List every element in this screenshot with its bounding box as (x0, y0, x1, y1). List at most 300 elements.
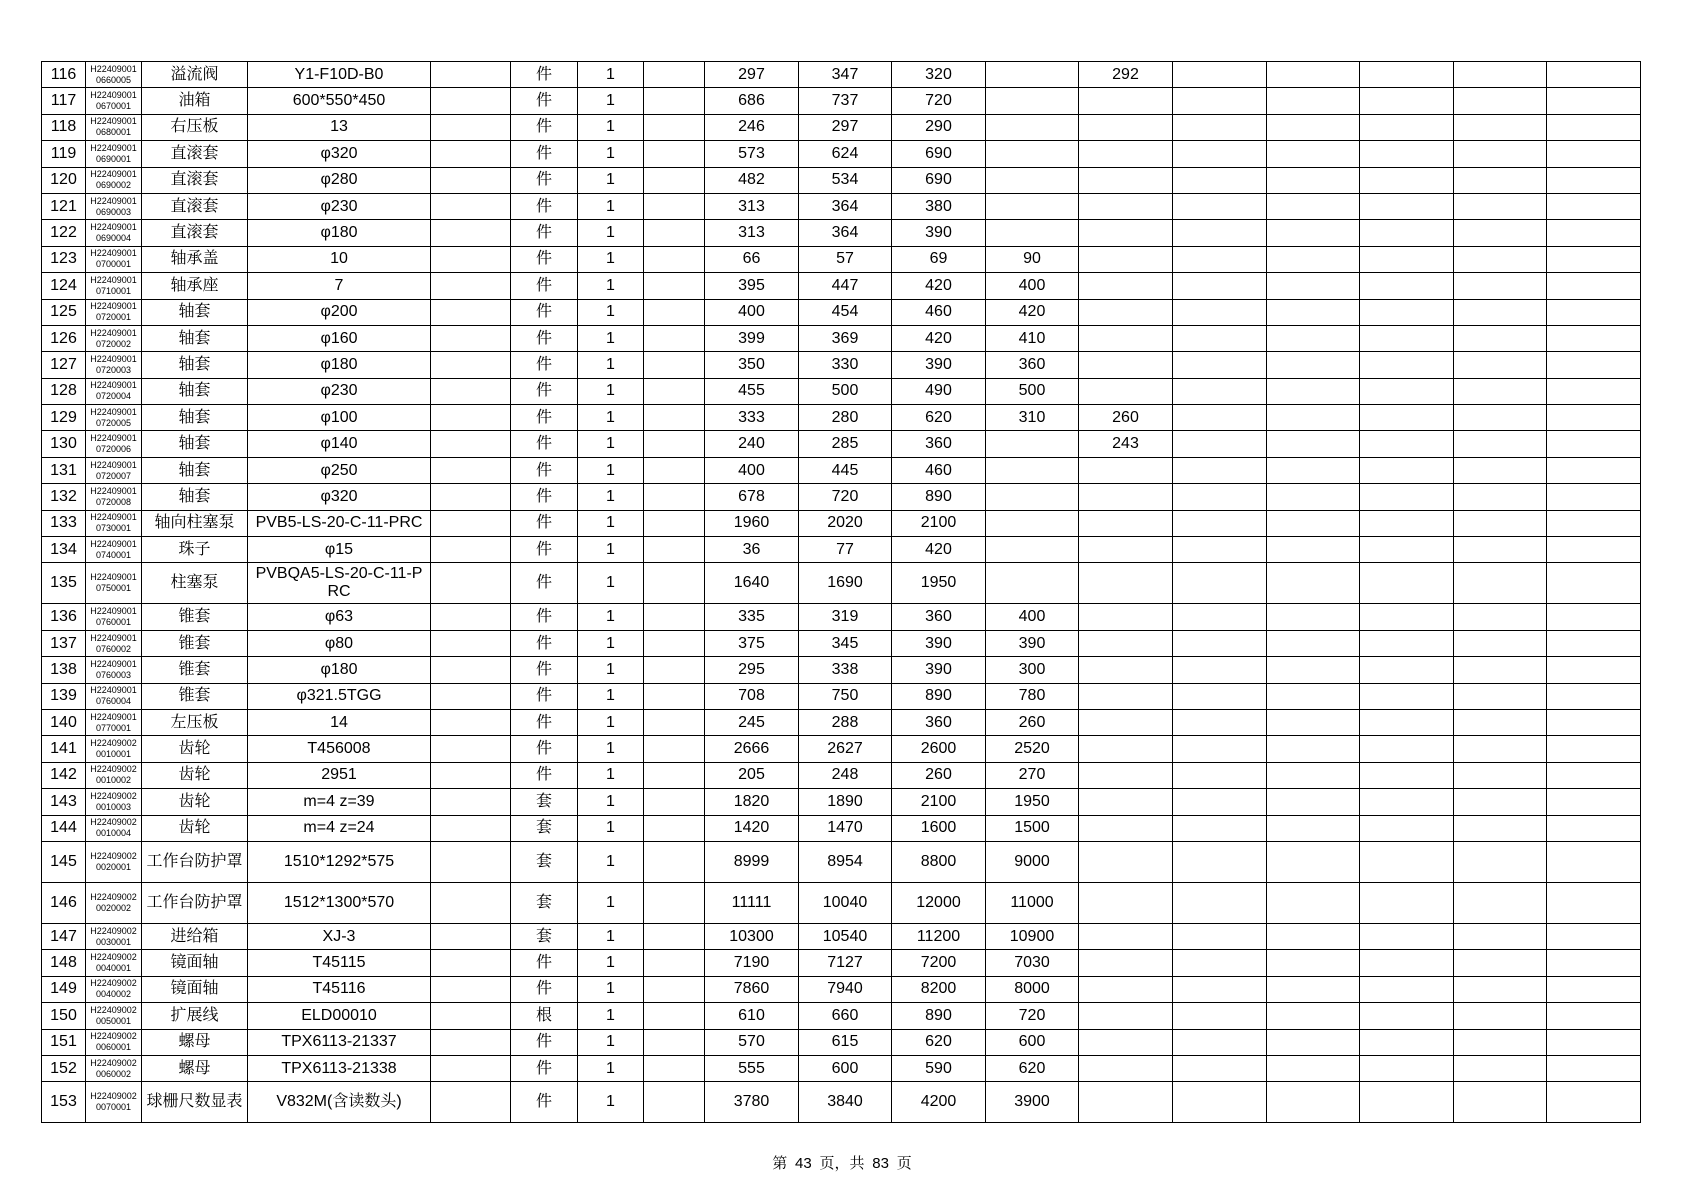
empty-cell (1360, 405, 1454, 431)
item-quantity: 1 (578, 405, 644, 431)
price-1: 8999 (705, 841, 799, 882)
item-spec: TPX6113-21338 (248, 1055, 431, 1081)
empty-cell (1360, 604, 1454, 630)
item-quantity: 1 (578, 299, 644, 325)
item-spec: V832M(含读数头) (248, 1082, 431, 1123)
item-code: H22409001 0760001 (86, 604, 142, 630)
price-4: 400 (986, 273, 1079, 299)
item-code: H22409002 0010002 (86, 762, 142, 788)
item-name: 油箱 (142, 88, 248, 114)
price-1: 313 (705, 220, 799, 246)
item-spec: φ250 (248, 457, 431, 483)
price-2: 615 (799, 1029, 892, 1055)
price-4 (986, 114, 1079, 140)
item-spec: φ63 (248, 604, 431, 630)
price-2: 345 (799, 630, 892, 656)
empty-cell (1547, 299, 1641, 325)
price-4 (986, 457, 1079, 483)
item-unit: 件 (511, 352, 578, 378)
item-quantity: 1 (578, 378, 644, 404)
empty-cell (644, 193, 705, 219)
empty-cell (1547, 193, 1641, 219)
empty-cell (1173, 484, 1267, 510)
empty-cell (1547, 352, 1641, 378)
price-5 (1079, 841, 1173, 882)
price-5 (1079, 537, 1173, 563)
empty-cell (1360, 299, 1454, 325)
empty-cell (1267, 220, 1360, 246)
price-4: 300 (986, 657, 1079, 683)
empty-cell (1267, 405, 1360, 431)
empty-cell (1173, 273, 1267, 299)
item-unit: 套 (511, 882, 578, 923)
empty-cell (1267, 630, 1360, 656)
row-number: 132 (42, 484, 86, 510)
price-5 (1079, 457, 1173, 483)
table-row (42, 457, 1641, 483)
item-spec: 600*550*450 (248, 88, 431, 114)
price-1: 455 (705, 378, 799, 404)
item-spec: φ180 (248, 220, 431, 246)
table-row (42, 841, 1641, 882)
price-3: 360 (892, 709, 986, 735)
row-number: 123 (42, 246, 86, 272)
empty-cell (644, 762, 705, 788)
empty-cell (644, 114, 705, 140)
empty-cell (1267, 563, 1360, 604)
empty-cell (431, 1082, 511, 1123)
price-1: 610 (705, 1003, 799, 1029)
item-name: 珠子 (142, 537, 248, 563)
price-1: 36 (705, 537, 799, 563)
empty-cell (1173, 882, 1267, 923)
item-quantity: 1 (578, 1082, 644, 1123)
empty-cell (1267, 950, 1360, 976)
item-code: H22409002 0020001 (86, 841, 142, 882)
empty-cell (644, 1003, 705, 1029)
item-code: H22409001 0690001 (86, 141, 142, 167)
price-5 (1079, 220, 1173, 246)
empty-cell (1547, 815, 1641, 841)
item-name: 轴套 (142, 457, 248, 483)
empty-cell (644, 815, 705, 841)
item-quantity: 1 (578, 709, 644, 735)
price-4: 1500 (986, 815, 1079, 841)
item-code: H22409002 0060001 (86, 1029, 142, 1055)
price-2: 600 (799, 1055, 892, 1081)
item-name: 直滚套 (142, 141, 248, 167)
item-quantity: 1 (578, 114, 644, 140)
table-row (42, 325, 1641, 351)
empty-cell (1360, 841, 1454, 882)
row-number: 142 (42, 762, 86, 788)
empty-cell (1360, 563, 1454, 604)
price-5 (1079, 630, 1173, 656)
item-quantity: 1 (578, 882, 644, 923)
empty-cell (1454, 841, 1547, 882)
item-unit: 件 (511, 114, 578, 140)
empty-cell (1360, 1055, 1454, 1081)
footer-prefix: 第 (772, 1154, 788, 1172)
price-2: 660 (799, 1003, 892, 1029)
empty-cell (1173, 604, 1267, 630)
price-3: 360 (892, 604, 986, 630)
empty-cell (1547, 167, 1641, 193)
item-spec: φ230 (248, 193, 431, 219)
item-code: H22409002 0010001 (86, 736, 142, 762)
item-code: H22409002 0050001 (86, 1003, 142, 1029)
empty-cell (1360, 882, 1454, 923)
price-5 (1079, 484, 1173, 510)
item-name: 轴承座 (142, 273, 248, 299)
empty-cell (1360, 1003, 1454, 1029)
price-3: 12000 (892, 882, 986, 923)
empty-cell (1454, 299, 1547, 325)
item-quantity: 1 (578, 815, 644, 841)
empty-cell (1267, 537, 1360, 563)
empty-cell (1267, 431, 1360, 457)
item-quantity: 1 (578, 563, 644, 604)
price-2: 750 (799, 683, 892, 709)
item-name: 溢流阀 (142, 62, 248, 88)
empty-cell (1267, 141, 1360, 167)
empty-cell (1267, 882, 1360, 923)
empty-cell (644, 299, 705, 325)
empty-cell (1547, 563, 1641, 604)
empty-cell (431, 141, 511, 167)
empty-cell (1267, 976, 1360, 1002)
empty-cell (1360, 246, 1454, 272)
price-3: 690 (892, 141, 986, 167)
empty-cell (1547, 88, 1641, 114)
item-code: H22409001 0690004 (86, 220, 142, 246)
item-code: H22409002 0010004 (86, 815, 142, 841)
row-number: 117 (42, 88, 86, 114)
row-number: 135 (42, 563, 86, 604)
item-name: 直滚套 (142, 167, 248, 193)
price-5 (1079, 510, 1173, 536)
row-number: 124 (42, 273, 86, 299)
price-4: 1950 (986, 789, 1079, 815)
item-code: H22409001 0720007 (86, 457, 142, 483)
price-3: 390 (892, 657, 986, 683)
price-2: 10040 (799, 882, 892, 923)
item-spec: XJ-3 (248, 923, 431, 949)
empty-cell (1547, 484, 1641, 510)
table-row (42, 815, 1641, 841)
price-2: 297 (799, 114, 892, 140)
empty-cell (1267, 378, 1360, 404)
empty-cell (1267, 246, 1360, 272)
empty-cell (1547, 762, 1641, 788)
item-unit: 件 (511, 736, 578, 762)
item-name: 锥套 (142, 683, 248, 709)
item-name: 齿轮 (142, 789, 248, 815)
item-code: H22409001 0720001 (86, 299, 142, 325)
empty-cell (1173, 657, 1267, 683)
empty-cell (1454, 141, 1547, 167)
empty-cell (1360, 923, 1454, 949)
price-5 (1079, 923, 1173, 949)
empty-cell (644, 976, 705, 1002)
item-quantity: 1 (578, 141, 644, 167)
item-spec: φ200 (248, 299, 431, 325)
table-row (42, 630, 1641, 656)
empty-cell (644, 457, 705, 483)
item-unit: 根 (511, 1003, 578, 1029)
price-1: 1640 (705, 563, 799, 604)
empty-cell (1454, 976, 1547, 1002)
price-2: 7940 (799, 976, 892, 1002)
price-1: 240 (705, 431, 799, 457)
table-row (42, 1055, 1641, 1081)
row-number: 146 (42, 882, 86, 923)
empty-cell (1360, 273, 1454, 299)
empty-cell (1173, 563, 1267, 604)
empty-cell (431, 950, 511, 976)
empty-cell (1173, 1082, 1267, 1123)
empty-cell (1267, 923, 1360, 949)
item-unit: 套 (511, 789, 578, 815)
empty-cell (1454, 431, 1547, 457)
empty-cell (1547, 1029, 1641, 1055)
price-3: 2100 (892, 789, 986, 815)
price-4 (986, 563, 1079, 604)
item-code: H22409001 0770001 (86, 709, 142, 735)
empty-cell (1267, 683, 1360, 709)
price-1: 246 (705, 114, 799, 140)
item-name: 柱塞泵 (142, 563, 248, 604)
empty-cell (1173, 683, 1267, 709)
item-name: 进给箱 (142, 923, 248, 949)
item-unit: 件 (511, 405, 578, 431)
empty-cell (1454, 484, 1547, 510)
empty-cell (1267, 510, 1360, 536)
item-spec: φ280 (248, 167, 431, 193)
table-row (42, 246, 1641, 272)
item-unit: 件 (511, 299, 578, 325)
empty-cell (1173, 431, 1267, 457)
item-code: H22409001 0760002 (86, 630, 142, 656)
item-unit: 件 (511, 604, 578, 630)
empty-cell (1547, 657, 1641, 683)
price-2: 10540 (799, 923, 892, 949)
item-code: H22409001 0700001 (86, 246, 142, 272)
empty-cell (1173, 299, 1267, 325)
empty-cell (1173, 220, 1267, 246)
row-number: 118 (42, 114, 86, 140)
empty-cell (1173, 457, 1267, 483)
empty-cell (431, 114, 511, 140)
empty-cell (1454, 246, 1547, 272)
empty-cell (1360, 657, 1454, 683)
empty-cell (644, 1055, 705, 1081)
price-2: 720 (799, 484, 892, 510)
price-1: 295 (705, 657, 799, 683)
item-code: H22409001 0750001 (86, 563, 142, 604)
item-unit: 件 (511, 762, 578, 788)
empty-cell (1454, 736, 1547, 762)
table-body (42, 62, 1641, 1123)
empty-cell (431, 736, 511, 762)
empty-cell (1454, 630, 1547, 656)
empty-cell (1267, 193, 1360, 219)
empty-cell (1173, 537, 1267, 563)
empty-cell (1360, 378, 1454, 404)
empty-cell (1173, 325, 1267, 351)
item-spec: 2951 (248, 762, 431, 788)
price-4: 11000 (986, 882, 1079, 923)
price-1: 1960 (705, 510, 799, 536)
empty-cell (1267, 736, 1360, 762)
price-2: 319 (799, 604, 892, 630)
item-name: 镜面轴 (142, 950, 248, 976)
empty-cell (1173, 762, 1267, 788)
item-unit: 套 (511, 815, 578, 841)
item-spec: m=4 z=24 (248, 815, 431, 841)
table-row (42, 709, 1641, 735)
empty-cell (1173, 62, 1267, 88)
empty-cell (1360, 537, 1454, 563)
price-2: 347 (799, 62, 892, 88)
price-1: 11111 (705, 882, 799, 923)
price-4: 2520 (986, 736, 1079, 762)
empty-cell (1547, 736, 1641, 762)
item-name: 直滚套 (142, 193, 248, 219)
item-quantity: 1 (578, 1055, 644, 1081)
price-4 (986, 193, 1079, 219)
empty-cell (1360, 88, 1454, 114)
price-4: 720 (986, 1003, 1079, 1029)
empty-cell (1173, 510, 1267, 536)
price-2: 534 (799, 167, 892, 193)
price-1: 395 (705, 273, 799, 299)
item-code: H22409001 0720006 (86, 431, 142, 457)
item-code: H22409002 0040001 (86, 950, 142, 976)
empty-cell (1547, 1003, 1641, 1029)
price-4 (986, 88, 1079, 114)
row-number: 140 (42, 709, 86, 735)
row-number: 151 (42, 1029, 86, 1055)
price-5 (1079, 114, 1173, 140)
empty-cell (644, 273, 705, 299)
item-quantity: 1 (578, 88, 644, 114)
empty-cell (1454, 114, 1547, 140)
empty-cell (1547, 1055, 1641, 1081)
price-2: 447 (799, 273, 892, 299)
empty-cell (644, 537, 705, 563)
item-code: H22409001 0720002 (86, 325, 142, 351)
item-unit: 件 (511, 510, 578, 536)
price-1: 7860 (705, 976, 799, 1002)
empty-cell (1360, 352, 1454, 378)
empty-cell (644, 220, 705, 246)
price-5 (1079, 657, 1173, 683)
item-quantity: 1 (578, 630, 644, 656)
empty-cell (1454, 352, 1547, 378)
empty-cell (1360, 141, 1454, 167)
empty-cell (1454, 604, 1547, 630)
empty-cell (1267, 352, 1360, 378)
item-spec: T45115 (248, 950, 431, 976)
empty-cell (1173, 141, 1267, 167)
empty-cell (644, 841, 705, 882)
table-row (42, 167, 1641, 193)
price-3: 890 (892, 683, 986, 709)
empty-cell (644, 352, 705, 378)
empty-cell (431, 88, 511, 114)
row-number: 129 (42, 405, 86, 431)
item-name: 锥套 (142, 630, 248, 656)
item-name: 扩展线 (142, 1003, 248, 1029)
row-number: 139 (42, 683, 86, 709)
table-row (42, 683, 1641, 709)
empty-cell (1547, 923, 1641, 949)
empty-cell (1547, 1082, 1641, 1123)
empty-cell (1360, 630, 1454, 656)
empty-cell (431, 789, 511, 815)
table-row (42, 405, 1641, 431)
empty-cell (1454, 405, 1547, 431)
price-3: 620 (892, 405, 986, 431)
item-unit: 件 (511, 325, 578, 351)
price-1: 678 (705, 484, 799, 510)
price-1: 205 (705, 762, 799, 788)
table-row (42, 88, 1641, 114)
price-2: 285 (799, 431, 892, 457)
empty-cell (1173, 1055, 1267, 1081)
price-3: 890 (892, 484, 986, 510)
empty-cell (431, 657, 511, 683)
item-code: H22409001 0730001 (86, 510, 142, 536)
row-number: 122 (42, 220, 86, 246)
price-4: 10900 (986, 923, 1079, 949)
empty-cell (431, 1029, 511, 1055)
empty-cell (1454, 1055, 1547, 1081)
item-name: 轴套 (142, 325, 248, 351)
empty-cell (1173, 114, 1267, 140)
item-quantity: 1 (578, 1003, 644, 1029)
item-quantity: 1 (578, 246, 644, 272)
price-1: 1420 (705, 815, 799, 841)
item-spec: 1510*1292*575 (248, 841, 431, 882)
empty-cell (431, 815, 511, 841)
empty-cell (1547, 273, 1641, 299)
item-unit: 件 (511, 141, 578, 167)
item-spec: T456008 (248, 736, 431, 762)
row-number: 147 (42, 923, 86, 949)
empty-cell (1173, 246, 1267, 272)
price-2: 330 (799, 352, 892, 378)
price-1: 573 (705, 141, 799, 167)
empty-cell (1267, 709, 1360, 735)
price-5 (1079, 563, 1173, 604)
price-5 (1079, 325, 1173, 351)
price-5 (1079, 604, 1173, 630)
item-name: 轴套 (142, 431, 248, 457)
price-2: 369 (799, 325, 892, 351)
empty-cell (644, 378, 705, 404)
price-3: 4200 (892, 1082, 986, 1123)
item-spec: 10 (248, 246, 431, 272)
item-quantity: 1 (578, 1029, 644, 1055)
empty-cell (431, 683, 511, 709)
price-3: 320 (892, 62, 986, 88)
empty-cell (431, 299, 511, 325)
item-unit: 套 (511, 923, 578, 949)
empty-cell (1360, 457, 1454, 483)
item-quantity: 1 (578, 484, 644, 510)
